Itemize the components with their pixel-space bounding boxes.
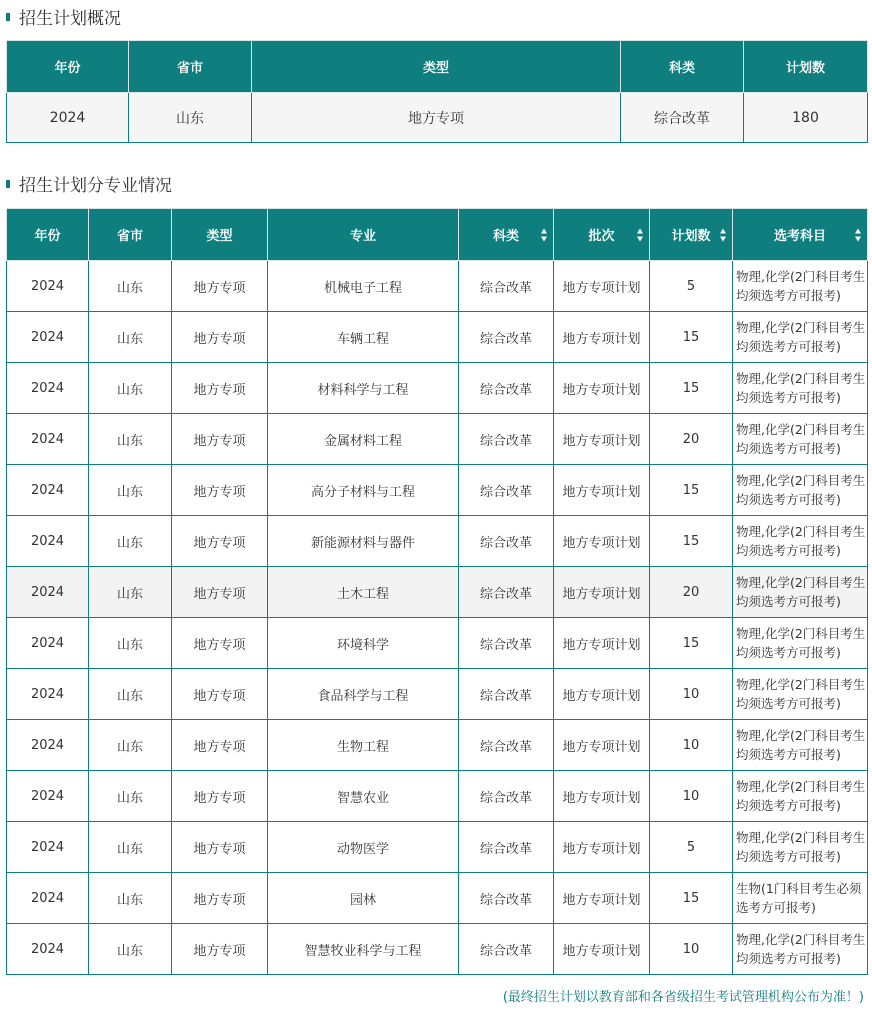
cell-category: 综合改革 [459, 618, 554, 669]
header-type: 类型 [172, 209, 268, 261]
cell-category: 综合改革 [459, 363, 554, 414]
cell-major: 高分子材料与工程 [268, 465, 459, 516]
cell-year: 2024 [7, 312, 89, 363]
table-row [7, 822, 868, 873]
cell-category: 综合改革 [459, 414, 554, 465]
header-batch-sortable[interactable] [554, 209, 650, 261]
table-row [7, 567, 868, 618]
cell-province: 山东 [89, 567, 172, 618]
cell-province: 山东 [89, 312, 172, 363]
cell-year: 2024 [7, 669, 89, 720]
cell-year: 2024 [7, 93, 129, 143]
table-row [7, 669, 868, 720]
cell-major: 生物工程 [268, 720, 459, 771]
cell-plan-count: 15 [650, 618, 733, 669]
cell-batch: 地方专项计划 [554, 465, 650, 516]
table-row [7, 924, 868, 975]
cell-subjects: 物理,化学(2门科目考生均须选考方可报考) [733, 822, 868, 873]
cell-batch: 地方专项计划 [554, 618, 650, 669]
cell-type: 地方专项 [172, 720, 268, 771]
cell-category: 综合改革 [459, 822, 554, 873]
cell-subjects: 生物(1门科目考生必须选考方可报考) [733, 873, 868, 924]
table-row [7, 771, 868, 822]
table-row [7, 312, 868, 363]
table-row [7, 414, 868, 465]
cell-type: 地方专项 [172, 567, 268, 618]
cell-type: 地方专项 [172, 822, 268, 873]
table-row [7, 618, 868, 669]
cell-batch: 地方专项计划 [554, 822, 650, 873]
cell-type: 地方专项 [172, 414, 268, 465]
cell-category: 综合改革 [459, 312, 554, 363]
header-plan-count-label: 计划数 [671, 229, 711, 244]
header-year: 年份 [7, 41, 129, 93]
cell-plan-count: 10 [650, 669, 733, 720]
cell-subjects: 物理,化学(2门科目考生均须选考方可报考) [733, 363, 868, 414]
cell-batch: 地方专项计划 [554, 363, 650, 414]
cell-plan-count: 20 [650, 567, 733, 618]
cell-category: 综合改革 [459, 873, 554, 924]
cell-major: 环境科学 [268, 618, 459, 669]
cell-subjects: 物理,化学(2门科目考生均须选考方可报考) [733, 669, 868, 720]
cell-type: 地方专项 [172, 771, 268, 822]
header-major: 专业 [268, 209, 459, 261]
cell-category: 综合改革 [459, 516, 554, 567]
header-province: 省市 [129, 41, 252, 93]
cell-major: 机械电子工程 [268, 261, 459, 312]
cell-batch: 地方专项计划 [554, 924, 650, 975]
cell-year: 2024 [7, 516, 89, 567]
cell-type: 地方专项 [172, 465, 268, 516]
cell-category: 综合改革 [459, 924, 554, 975]
header-category: 科类 [621, 41, 744, 93]
table-row [7, 873, 868, 924]
cell-category: 综合改革 [459, 771, 554, 822]
cell-province: 山东 [89, 822, 172, 873]
footnote: (最终招生计划以教育部和各省级招生考试管理机构公布为准！) [502, 990, 864, 1005]
cell-year: 2024 [7, 567, 89, 618]
cell-plan-count: 15 [650, 516, 733, 567]
header-year: 年份 [7, 209, 89, 261]
cell-province: 山东 [89, 363, 172, 414]
cell-type: 地方专项 [252, 93, 621, 143]
cell-type: 地方专项 [172, 873, 268, 924]
cell-subjects: 物理,化学(2门科目考生均须选考方可报考) [733, 567, 868, 618]
cell-type: 地方专项 [172, 363, 268, 414]
cell-year: 2024 [7, 618, 89, 669]
cell-category: 综合改革 [459, 567, 554, 618]
cell-batch: 地方专项计划 [554, 873, 650, 924]
cell-major: 新能源材料与器件 [268, 516, 459, 567]
cell-major: 园林 [268, 873, 459, 924]
cell-year: 2024 [7, 873, 89, 924]
detail-table [6, 208, 868, 975]
cell-subjects: 物理,化学(2门科目考生均须选考方可报考) [733, 720, 868, 771]
sort-icon[interactable] [637, 228, 644, 241]
cell-year: 2024 [7, 261, 89, 312]
cell-subjects: 物理,化学(2门科目考生均须选考方可报考) [733, 516, 868, 567]
cell-subjects: 物理,化学(2门科目考生均须选考方可报考) [733, 618, 868, 669]
cell-batch: 地方专项计划 [554, 771, 650, 822]
cell-type: 地方专项 [172, 618, 268, 669]
cell-province: 山东 [89, 261, 172, 312]
header-subjects-sortable[interactable] [733, 209, 868, 261]
cell-type: 地方专项 [172, 312, 268, 363]
cell-major: 动物医学 [268, 822, 459, 873]
table-row [7, 363, 868, 414]
cell-province: 山东 [129, 93, 252, 143]
cell-province: 山东 [89, 618, 172, 669]
cell-subjects: 物理,化学(2门科目考生均须选考方可报考) [733, 771, 868, 822]
cell-type: 地方专项 [172, 669, 268, 720]
cell-subjects: 物理,化学(2门科目考生均须选考方可报考) [733, 261, 868, 312]
cell-batch: 地方专项计划 [554, 669, 650, 720]
cell-major: 金属材料工程 [268, 414, 459, 465]
cell-subjects: 物理,化学(2门科目考生均须选考方可报考) [733, 312, 868, 363]
cell-plan-count: 10 [650, 720, 733, 771]
cell-year: 2024 [7, 822, 89, 873]
cell-category: 综合改革 [459, 465, 554, 516]
cell-major: 智慧牧业科学与工程 [268, 924, 459, 975]
bullet-icon [6, 180, 10, 188]
cell-province: 山东 [89, 873, 172, 924]
cell-year: 2024 [7, 465, 89, 516]
cell-plan-count: 10 [650, 924, 733, 975]
table-row [7, 261, 868, 312]
header-type: 类型 [252, 41, 621, 93]
cell-major: 食品科学与工程 [268, 669, 459, 720]
overview-section-title [6, 4, 121, 29]
cell-province: 山东 [89, 465, 172, 516]
sort-icon[interactable] [855, 228, 862, 241]
cell-major: 智慧农业 [268, 771, 459, 822]
cell-plan-count: 15 [650, 363, 733, 414]
cell-batch: 地方专项计划 [554, 516, 650, 567]
bullet-icon [6, 13, 10, 21]
cell-year: 2024 [7, 924, 89, 975]
cell-plan-count: 20 [650, 414, 733, 465]
header-province: 省市 [89, 209, 172, 261]
cell-subjects: 物理,化学(2门科目考生均须选考方可报考) [733, 924, 868, 975]
overview-table [6, 40, 868, 143]
overview-title: 招生计划概况 [19, 9, 121, 29]
cell-province: 山东 [89, 720, 172, 771]
table-row [7, 93, 868, 143]
cell-batch: 地方专项计划 [554, 261, 650, 312]
cell-plan-count: 15 [650, 465, 733, 516]
header-plan-count: 计划数 [744, 41, 868, 93]
table-row [7, 516, 868, 567]
cell-category: 综合改革 [459, 669, 554, 720]
cell-year: 2024 [7, 414, 89, 465]
detail-title: 招生计划分专业情况 [19, 176, 172, 196]
cell-year: 2024 [7, 771, 89, 822]
table-row [7, 465, 868, 516]
detail-section-title [6, 171, 172, 196]
sort-icon[interactable] [541, 228, 548, 241]
cell-major: 车辆工程 [268, 312, 459, 363]
cell-subjects: 物理,化学(2门科目考生均须选考方可报考) [733, 414, 868, 465]
cell-batch: 地方专项计划 [554, 414, 650, 465]
cell-province: 山东 [89, 669, 172, 720]
cell-plan-count: 5 [650, 261, 733, 312]
cell-province: 山东 [89, 771, 172, 822]
cell-plan-count: 180 [744, 93, 868, 143]
cell-subjects: 物理,化学(2门科目考生均须选考方可报考) [733, 465, 868, 516]
table-row [7, 720, 868, 771]
cell-province: 山东 [89, 414, 172, 465]
cell-plan-count: 5 [650, 822, 733, 873]
header-batch-label: 批次 [588, 229, 615, 244]
cell-batch: 地方专项计划 [554, 567, 650, 618]
cell-type: 地方专项 [172, 261, 268, 312]
cell-year: 2024 [7, 363, 89, 414]
cell-province: 山东 [89, 516, 172, 567]
header-plan-count-sortable[interactable] [650, 209, 733, 261]
cell-province: 山东 [89, 924, 172, 975]
cell-type: 地方专项 [172, 924, 268, 975]
cell-plan-count: 15 [650, 873, 733, 924]
header-category-sortable[interactable] [459, 209, 554, 261]
cell-category: 综合改革 [459, 720, 554, 771]
cell-plan-count: 15 [650, 312, 733, 363]
cell-category: 综合改革 [459, 261, 554, 312]
cell-type: 地方专项 [172, 516, 268, 567]
cell-major: 材料科学与工程 [268, 363, 459, 414]
cell-batch: 地方专项计划 [554, 312, 650, 363]
cell-plan-count: 10 [650, 771, 733, 822]
cell-category: 综合改革 [621, 93, 744, 143]
header-subjects-label: 选考科目 [773, 229, 826, 244]
cell-year: 2024 [7, 720, 89, 771]
sort-icon[interactable] [720, 228, 727, 241]
cell-major: 土木工程 [268, 567, 459, 618]
header-category-label: 科类 [492, 229, 519, 244]
cell-batch: 地方专项计划 [554, 720, 650, 771]
